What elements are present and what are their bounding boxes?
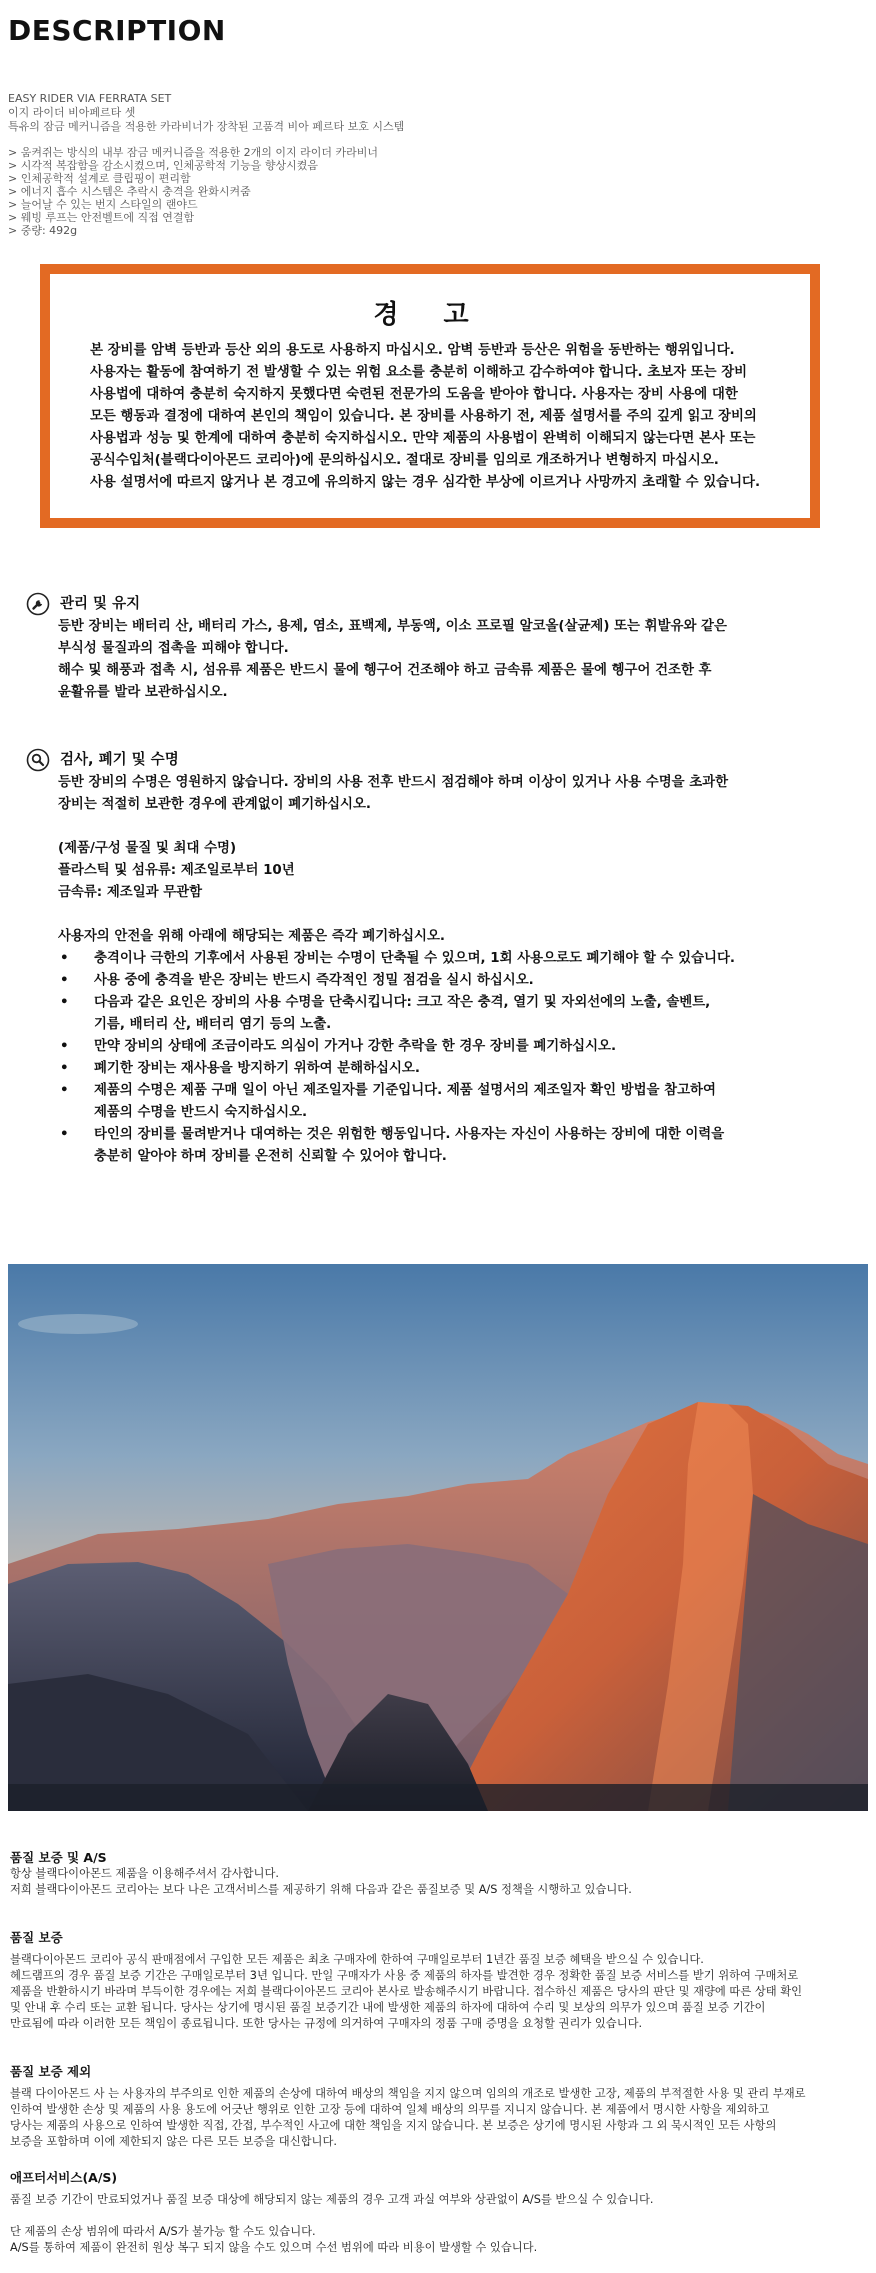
list-item-text: 제품의 수명을 반드시 숙지하십시오. (94, 1105, 308, 1120)
product-name: EASY RIDER VIA FERRATA SET (8, 92, 172, 105)
warning-line: 공식수입처(블랙다이아몬드 코리아)에 문의하십시오. 절대로 장비를 임의로 개조하거나 변형하지 마십시오. (90, 453, 719, 468)
quality-line (10, 2208, 866, 2224)
list-item (58, 970, 735, 992)
quality-heading: 애프터서비스(A/S) (10, 2170, 118, 2185)
list-item (58, 1058, 735, 1080)
quality-line: 블랙 다이아몬드 사 는 사용자의 부주의로 인한 제품의 손상에 대하여 배상의 책임을 지지 않으며 임의의 개조로 발생한 고장, 제품의 부적절한 사용 및 관리 부재로 (10, 2087, 806, 2100)
warning-line: 모든 행동과 결정에 대하여 본인의 책임이 있습니다. 본 장비를 사용하기 전, 제품 설명서를 주의 깊게 읽고 장비의 (90, 409, 757, 424)
product-info (8, 92, 404, 134)
warning-line: 사용법에 대하여 충분히 숙지하지 못했다면 숙련된 전문가의 도움을 받아야 합니다. 사용자는 장비 사용에 대한 (90, 387, 738, 402)
list-item (58, 1124, 735, 1168)
quality-line: 항상 블랙다이아몬드 제품을 이용해주셔서 감사합니다. (10, 1867, 279, 1880)
warning-body (90, 340, 790, 494)
quality-line: 및 안내 후 수리 또는 교환 됩니다. 당사는 상기에 명시된 품질 보증기간 내에 발생한 제품의 하자에 대하여 수리 및 보상의 의무가 있으며 품질 보증 기간이 (10, 2001, 766, 2014)
quality-heading: 품질 보증 및 A/S (10, 1850, 107, 1865)
list-item-text: 폐기한 장비는 재사용을 방지하기 위하여 분해하십시오. (94, 1061, 420, 1076)
feature-item: > 인체공학적 설계로 클립핑이 편리함 (8, 172, 191, 185)
care-section (58, 592, 727, 704)
care-title: 관리 및 유지 (60, 596, 141, 612)
feature-item: > 움켜쥐는 방식의 내부 잠금 메커니즘을 적용한 2개의 이지 라이더 카라비너 (8, 146, 378, 159)
lifespan-line: 플라스틱 및 섬유류: 제조일로부터 10년 (58, 863, 295, 878)
list-item-text: 충분히 알아야 하며 장비를 온전히 신뢰할 수 있어야 합니다. (94, 1149, 447, 1164)
list-item-text: 사용 중에 충격을 받은 장비는 반드시 즉각적인 정밀 점검을 실시 하십시오. (94, 973, 534, 988)
product-summary: 특유의 잠금 메커니즘을 적용한 카라비너가 장착된 고품격 비아 페르타 보호 시스템 (8, 120, 405, 133)
list-item (58, 1036, 735, 1058)
feature-item: > 중량: 492g (8, 224, 78, 237)
quality-block-4 (10, 2170, 866, 2256)
safety-intro: 사용자의 안전을 위해 아래에 해당되는 제품은 즉각 폐기하십시오. (58, 929, 445, 944)
quality-line: 품질 보증 기간이 만료되었거나 품질 보증 대상에 해당되지 않는 제품의 경우 고객 과실 여부와 상관없이 A/S를 받으실 수 있습니다. (10, 2193, 654, 2206)
quality-line: 헤드램프의 경우 품질 보증 기간은 구매일로부터 3년 입니다. 만일 구매자가 사용 중 제품의 하자를 발견한 경우 정확한 품질 보증 서비스를 받기 위하여 구매처로 (10, 1969, 799, 1982)
quality-line: 인하여 발생한 손상 및 제품의 사용 용도에 어긋난 행위로 인한 고장 등에 대하여 일체 배상의 의무를 지니지 않습니다. 본 제품에서 명시한 사항을 제외하고 (10, 2103, 770, 2116)
warning-box (40, 264, 820, 528)
list-item-text: 만약 장비의 상태에 조금이라도 의심이 가거나 강한 추락을 한 경우 장비를 폐기하십시오. (94, 1039, 617, 1054)
magnifier-icon (26, 748, 50, 772)
list-item-text: 충격이나 극한의 기후에서 사용된 장비는 수명이 단축될 수 있으며, 1회 사용으로도 폐기해야 할 수 있습니다. (94, 951, 735, 966)
quality-block-2 (10, 1930, 866, 2032)
inspection-title: 검사, 폐기 및 수명 (60, 752, 179, 768)
quality-block-3 (10, 2064, 866, 2150)
list-item-text: 타인의 장비를 물려받거나 대여하는 것은 위험한 행동입니다. 사용자는 자신이 사용하는 장비에 대한 이력을 (94, 1127, 725, 1142)
warning-line: 사용자는 활동에 참여하기 전 발생할 수 있는 위험 요소를 충분히 이해하고 감수하여야 합니다. 초보자 또는 장비 (90, 365, 748, 380)
quality-block-1 (10, 1850, 866, 1898)
inspection-section (58, 748, 735, 1168)
feature-list (8, 146, 378, 237)
care-heading (56, 592, 725, 616)
wrench-icon (26, 592, 50, 616)
inspection-intro-line: 등반 장비의 수명은 영원하지 않습니다. 장비의 사용 전후 반드시 점검해야 하며 이상이 있거나 사용 수명을 초과한 (58, 775, 729, 790)
care-line: 부식성 물질과의 접촉을 피해야 합니다. (58, 641, 289, 656)
mountain-landscape-image (8, 1264, 868, 1811)
lifespan-line: 금속류: 제조일과 무관함 (58, 885, 203, 900)
warning-title: 경 고 (373, 300, 487, 330)
quality-line: A/S를 통하여 제품이 완전히 원상 복구 되지 않을 수도 있으며 수선 범위에 따라 비용이 발생할 수 있습니다. (10, 2241, 538, 2254)
quality-heading: 품질 보증 제외 (10, 2064, 92, 2079)
warning-line: 사용 설명서에 따르지 않거나 본 경고에 유의하지 않는 경우 심각한 부상에 이르거나 사망까지 초래할 수 있습니다. (90, 475, 761, 490)
list-item (58, 992, 735, 1036)
list-item-text: 다음과 같은 요인은 장비의 사용 수명을 단축시킵니다: 크고 작은 충격, 열기 및 자외선에의 노출, 솔벤트, (94, 995, 711, 1010)
feature-item: > 에너지 흡수 시스템은 추락시 충격을 완화시켜줌 (8, 185, 251, 198)
quality-line: 제품을 반환하시기 바라며 부득이한 경우에는 저희 블랙다이아몬드 코리아 본사로 발송해주시기 바랍니다. 접수하신 제품은 당사의 판단 및 재량에 따른 상태 확인 (10, 1985, 803, 1998)
quality-line: 만료됨에 따라 이러한 모든 책임이 종료됩니다. 또한 당사는 규정에 의거하여 구매자의 정품 구매 증명을 요청할 권리가 있습니다. (10, 2017, 643, 2030)
quality-line: 당사는 제품의 사용으로 인하여 발생한 직접, 간접, 부수적인 사고에 대한 책임을 지지 않습니다. 본 보증은 상기에 명시된 사항과 그 외 묵시적인 모든 사항의 (10, 2119, 777, 2132)
description-title: DESCRIPTION (8, 14, 226, 47)
quality-line: 저희 블랙다이아몬드 코리아는 보다 나은 고객서비스를 제공하기 위해 다음과 같은 품질보증 및 A/S 정책을 시행하고 있습니다. (10, 1883, 632, 1896)
list-item-text: 제품의 수명은 제품 구매 일이 아닌 제조일자를 기준입니다. 제품 설명서의 제조일자 확인 방법을 참고하여 (94, 1083, 716, 1098)
product-name-kr: 이지 라이더 비아페르타 셋 (8, 106, 136, 119)
feature-item: > 시각적 복잡함을 감소시켰으며, 인체공학적 기능을 향상시켰음 (8, 159, 318, 172)
warning-line: 본 장비를 암벽 등반과 등산 외의 용도로 사용하지 마십시오. 암벽 등반과 등산은 위험을 동반하는 행위입니다. (90, 343, 735, 358)
feature-item: > 늘어날 수 있는 번지 스타일의 랜야드 (8, 198, 198, 211)
inspection-heading (56, 748, 733, 772)
care-line: 등반 장비는 배터리 산, 배터리 가스, 용제, 염소, 표백제, 부동액, 이소 프로필 알코올(살균제) 또는 휘발유와 같은 (58, 619, 727, 634)
feature-item: > 웨빙 루프는 안전벨트에 직접 연결함 (8, 211, 195, 224)
quality-line: 보증을 포함하며 이에 제한되지 않은 다른 모든 보증을 대신합니다. (10, 2135, 337, 2148)
warning-line: 사용법과 성능 및 한계에 대하여 충분히 숙지하십시오. 만약 제품의 사용법이 완벽히 이해되지 않는다면 본사 또는 (90, 431, 756, 446)
list-item-text: 기름, 배터리 산, 배터리 염기 등의 노출. (94, 1017, 332, 1032)
disposal-list (58, 948, 735, 1168)
list-item (58, 948, 735, 970)
lifespan-line: (제품/구성 물질 및 최대 수명) (58, 841, 237, 856)
inspection-intro-line: 장비는 적절히 보관한 경우에 관계없이 폐기하십시오. (58, 797, 371, 812)
list-item (58, 1080, 735, 1124)
care-line: 윤활유를 발라 보관하십시오. (58, 685, 228, 700)
quality-line: 블랙다이아몬드 코리아 공식 판매점에서 구입한 모든 제품은 최초 구매자에 한하여 구매일로부터 1년간 품질 보증 혜택을 받으실 수 있습니다. (10, 1953, 704, 1966)
quality-heading: 품질 보증 (10, 1930, 63, 1945)
quality-line: 단 제품의 손상 범위에 따라서 A/S가 불가능 할 수도 있습니다. (10, 2225, 316, 2238)
care-line: 해수 및 해풍과 접촉 시, 섬유류 제품은 반드시 물에 헹구어 건조해야 하고 금속류 제품은 물에 헹구어 건조한 후 (58, 663, 712, 678)
